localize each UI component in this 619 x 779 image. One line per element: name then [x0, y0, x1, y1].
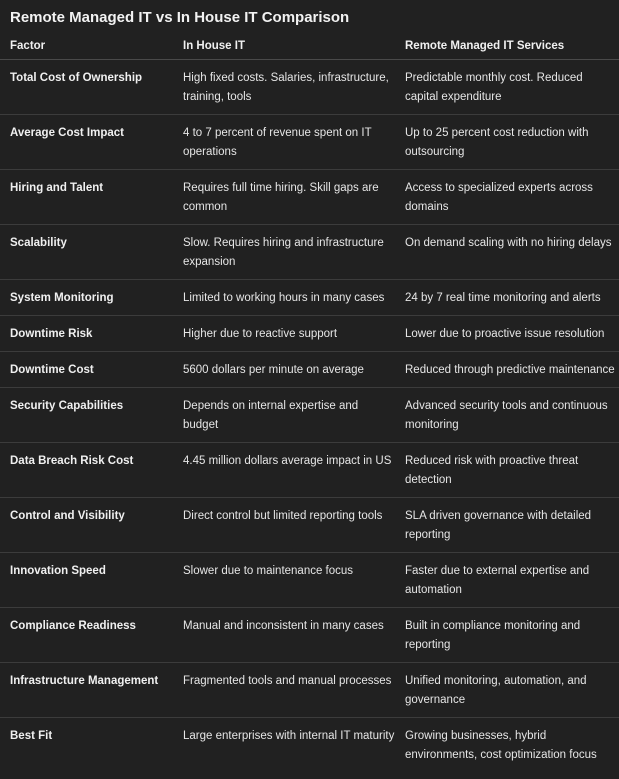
remote-managed-cell: SLA driven governance with detailed reporting — [405, 510, 592, 541]
remote-managed-cell: Built in compliance monitoring and reporting — [405, 620, 581, 651]
in-house-cell: Depends on internal expertise and budget — [183, 400, 359, 431]
table-row — [0, 225, 619, 280]
factor-cell: Downtime Cost — [10, 364, 94, 376]
factor-cell: Innovation Speed — [10, 565, 106, 577]
table-row — [0, 498, 619, 553]
factor-cell: Downtime Risk — [10, 328, 93, 340]
table-row — [0, 553, 619, 608]
table-row — [0, 60, 619, 115]
remote-managed-cell: Unified monitoring, automation, and governance — [405, 675, 587, 706]
comparison-table — [0, 33, 619, 772]
in-house-cell: Fragmented tools and manual processes — [183, 675, 392, 687]
table-row — [0, 718, 619, 772]
remote-managed-cell: Lower due to proactive issue resolution — [405, 328, 605, 340]
factor-cell: Data Breach Risk Cost — [10, 455, 134, 467]
table-row — [0, 663, 619, 718]
page-title: Remote Managed IT vs In House IT Comparison — [10, 9, 350, 26]
header-in-house-it: In House IT — [183, 40, 245, 52]
factor-cell: System Monitoring — [10, 292, 114, 304]
in-house-cell: Slower due to maintenance focus — [183, 565, 354, 577]
header-remote-managed-it: Remote Managed IT Services — [405, 40, 565, 52]
in-house-cell: Direct control but limited reporting tools — [183, 510, 383, 522]
table-row — [0, 170, 619, 225]
in-house-cell: Requires full time hiring. Skill gaps are common — [183, 182, 379, 213]
table-row — [0, 388, 619, 443]
remote-managed-cell: Up to 25 percent cost reduction with outsourcing — [405, 127, 589, 158]
remote-managed-cell: Advanced security tools and continuous monitoring — [405, 400, 608, 431]
table-row — [0, 115, 619, 170]
table-row — [0, 280, 619, 316]
factor-cell: Infrastructure Management — [10, 675, 159, 687]
header-factor: Factor — [10, 40, 46, 52]
in-house-cell: 5600 dollars per minute on average — [183, 364, 364, 376]
factor-cell: Scalability — [10, 237, 67, 249]
remote-managed-cell: Predictable monthly cost. Reduced capital expenditure — [405, 72, 583, 103]
remote-managed-cell: Access to specialized experts across domains — [405, 182, 593, 213]
in-house-cell: 4 to 7 percent of revenue spent on IT operations — [183, 127, 372, 158]
in-house-cell: Manual and inconsistent in many cases — [183, 620, 384, 632]
table-row — [0, 608, 619, 663]
factor-cell: Hiring and Talent — [10, 182, 104, 194]
factor-cell: Control and Visibility — [10, 510, 125, 522]
remote-managed-cell: Reduced through predictive maintenance — [405, 364, 615, 376]
remote-managed-cell: Faster due to external expertise and automation — [405, 565, 590, 596]
factor-cell: Average Cost Impact — [10, 127, 124, 139]
in-house-cell: High fixed costs. Salaries, infrastructure, training, tools — [183, 72, 389, 103]
in-house-cell: Large enterprises with internal IT maturity — [183, 730, 395, 742]
table-row — [0, 316, 619, 352]
table-row — [0, 443, 619, 498]
remote-managed-cell: On demand scaling with no hiring delays — [405, 237, 612, 249]
factor-cell: Best Fit — [10, 730, 53, 742]
factor-cell: Total Cost of Ownership — [10, 72, 143, 84]
table-header-row — [0, 33, 619, 60]
remote-managed-cell: 24 by 7 real time monitoring and alerts — [405, 292, 601, 304]
in-house-cell: Limited to working hours in many cases — [183, 292, 385, 304]
in-house-cell: 4.45 million dollars average impact in US — [183, 455, 392, 467]
remote-managed-cell: Reduced risk with proactive threat detection — [405, 455, 579, 486]
in-house-cell: Higher due to reactive support — [183, 328, 338, 340]
factor-cell: Compliance Readiness — [10, 620, 136, 632]
in-house-cell: Slow. Requires hiring and infrastructure expansion — [183, 237, 384, 268]
table-row — [0, 352, 619, 388]
factor-cell: Security Capabilities — [10, 400, 124, 412]
remote-managed-cell: Growing businesses, hybrid environments, cost optimization focus — [405, 730, 597, 761]
